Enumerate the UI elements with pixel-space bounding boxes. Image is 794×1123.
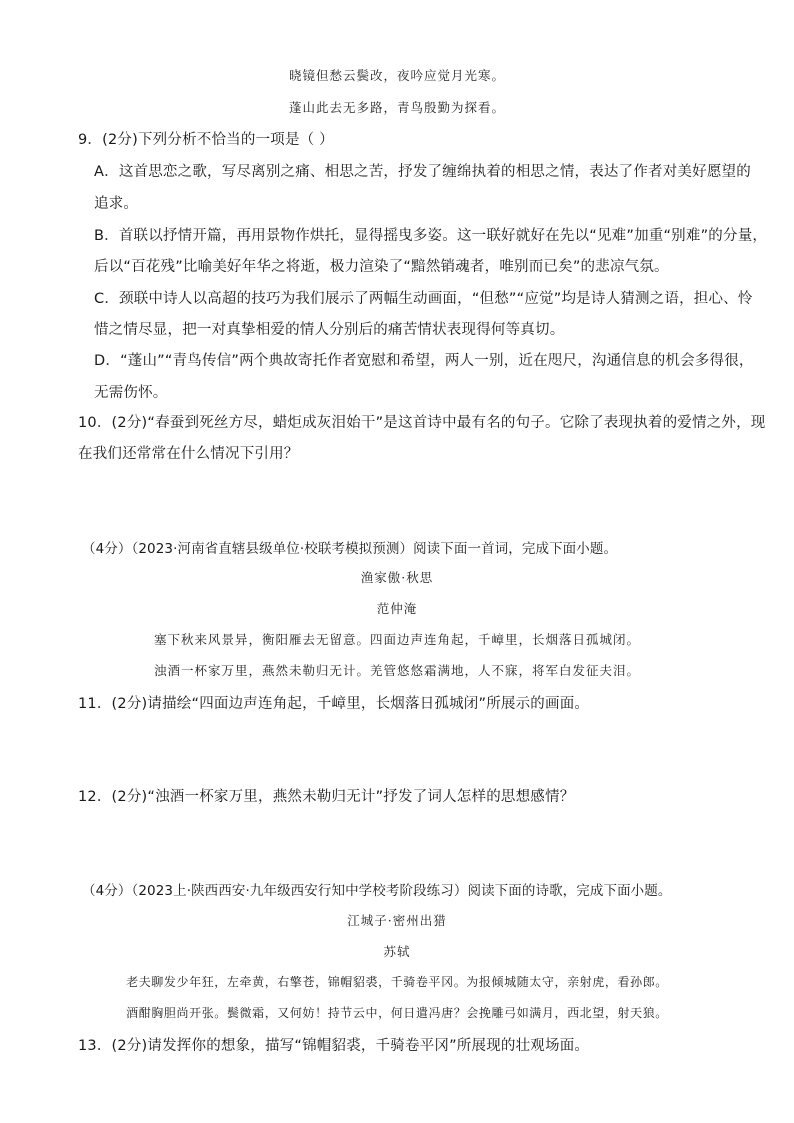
option-b: B．首联以抒情开篇，再用景物作烘托，显得摇曳多姿。这一联好就好在先以“见难”加重“别难”的分量， (94, 228, 768, 244)
poem-author: 范仲淹 (376, 601, 418, 616)
question-12: 12．(2分)“浊酒一杯家万里，燕然未勒归无计”抒发了词人怎样的思想感情？ (78, 789, 575, 805)
poem-line: 蓬山此去无多路，青鸟殷勤为探看。 (288, 100, 505, 115)
poem-line: 塞下秋来风景异，衡阳雁去无留意。四面边声连角起，千嶂里，长烟落日孤城闭。 (153, 632, 640, 647)
section-intro: （4分）（2023上·陕西西安·九年级西安行知中学校考阶段练习）阅读下面的诗歌，完成下面小题。 (82, 883, 672, 899)
option-a-cont: 追求。 (94, 196, 139, 212)
question-10-cont: 在我们还常常在什么情况下引用？ (78, 446, 299, 462)
poem-line: 浊酒一杯家万里，燕然未勒归无计。羌管悠悠霜满地，人不寐，将军白发征夫泪。 (153, 663, 640, 678)
option-c-cont: 惜之情尽显，把一对真挚相爱的情人分别后的痛苦情状表现得何等真切。 (94, 322, 565, 338)
poem-line: 老夫聊发少年狂，左牵黄，右擎苍，锦帽貂裘，千骑卷平冈。为报倾城随太守，亲射虎，看孙郎。 (126, 975, 668, 989)
section-intro: （4分）（2023·河南省直辖县级单位·校联考模拟预测）阅读下面一首词，完成下面小题。 (82, 541, 618, 557)
poem-title: 渔家傲·秋思 (360, 570, 434, 585)
poem-author: 苏轼 (383, 944, 411, 959)
option-d-cont: 无需伤怀。 (94, 385, 168, 401)
option-d: D．“蓬山”“青鸟传信”两个典故寄托作者宽慰和希望，两人一别，近在咫尺，沟通信息的机会多得很， (94, 353, 754, 369)
question-11: 11．(2分)请描绘“四面边声连角起，千嶂里，长烟落日孤城闭”所展示的画面。 (78, 696, 590, 712)
question-13: 13．(2分)请发挥你的想象，描写“锦帽貂裘，千骑卷平冈”所展现的壮观场面。 (78, 1038, 590, 1054)
option-c: C．颈联中诗人以高超的技巧为我们展示了两幅生动画面，“但愁”“应觉”均是诗人猜测之语，担心、怜 (94, 291, 753, 307)
question-10: 10．(2分)“春蚕到死丝方尽，蜡炬成灰泪始干”是这首诗中最有名的句子。它除了表现执着的爱情之外，现 (78, 415, 766, 431)
poem-line: 酒酣胸胆尚开张。鬓微霜，又何妨！持节云中，何日遣冯唐？会挽雕弓如满月，西北望，射天狼。 (126, 1006, 668, 1020)
poem-title: 江城子·密州出猎 (347, 913, 447, 928)
poem-line: 晓镜但愁云鬓改，夜吟应觉月光寒。 (288, 68, 505, 83)
option-b-cont: 后以“百花残”比喻美好年华之将逝，极力渲染了“黯然销魂者，唯别而已矣”的悲凉气氛。 (94, 259, 669, 275)
option-a: A．这首思恋之歌，写尽离别之痛、相思之苦，抒发了缠绵执着的相思之情，表达了作者对美好愿望的 (94, 164, 751, 180)
question-9-stem: 9．(2分)下列分析不恰当的一项是（ ） (78, 132, 334, 148)
